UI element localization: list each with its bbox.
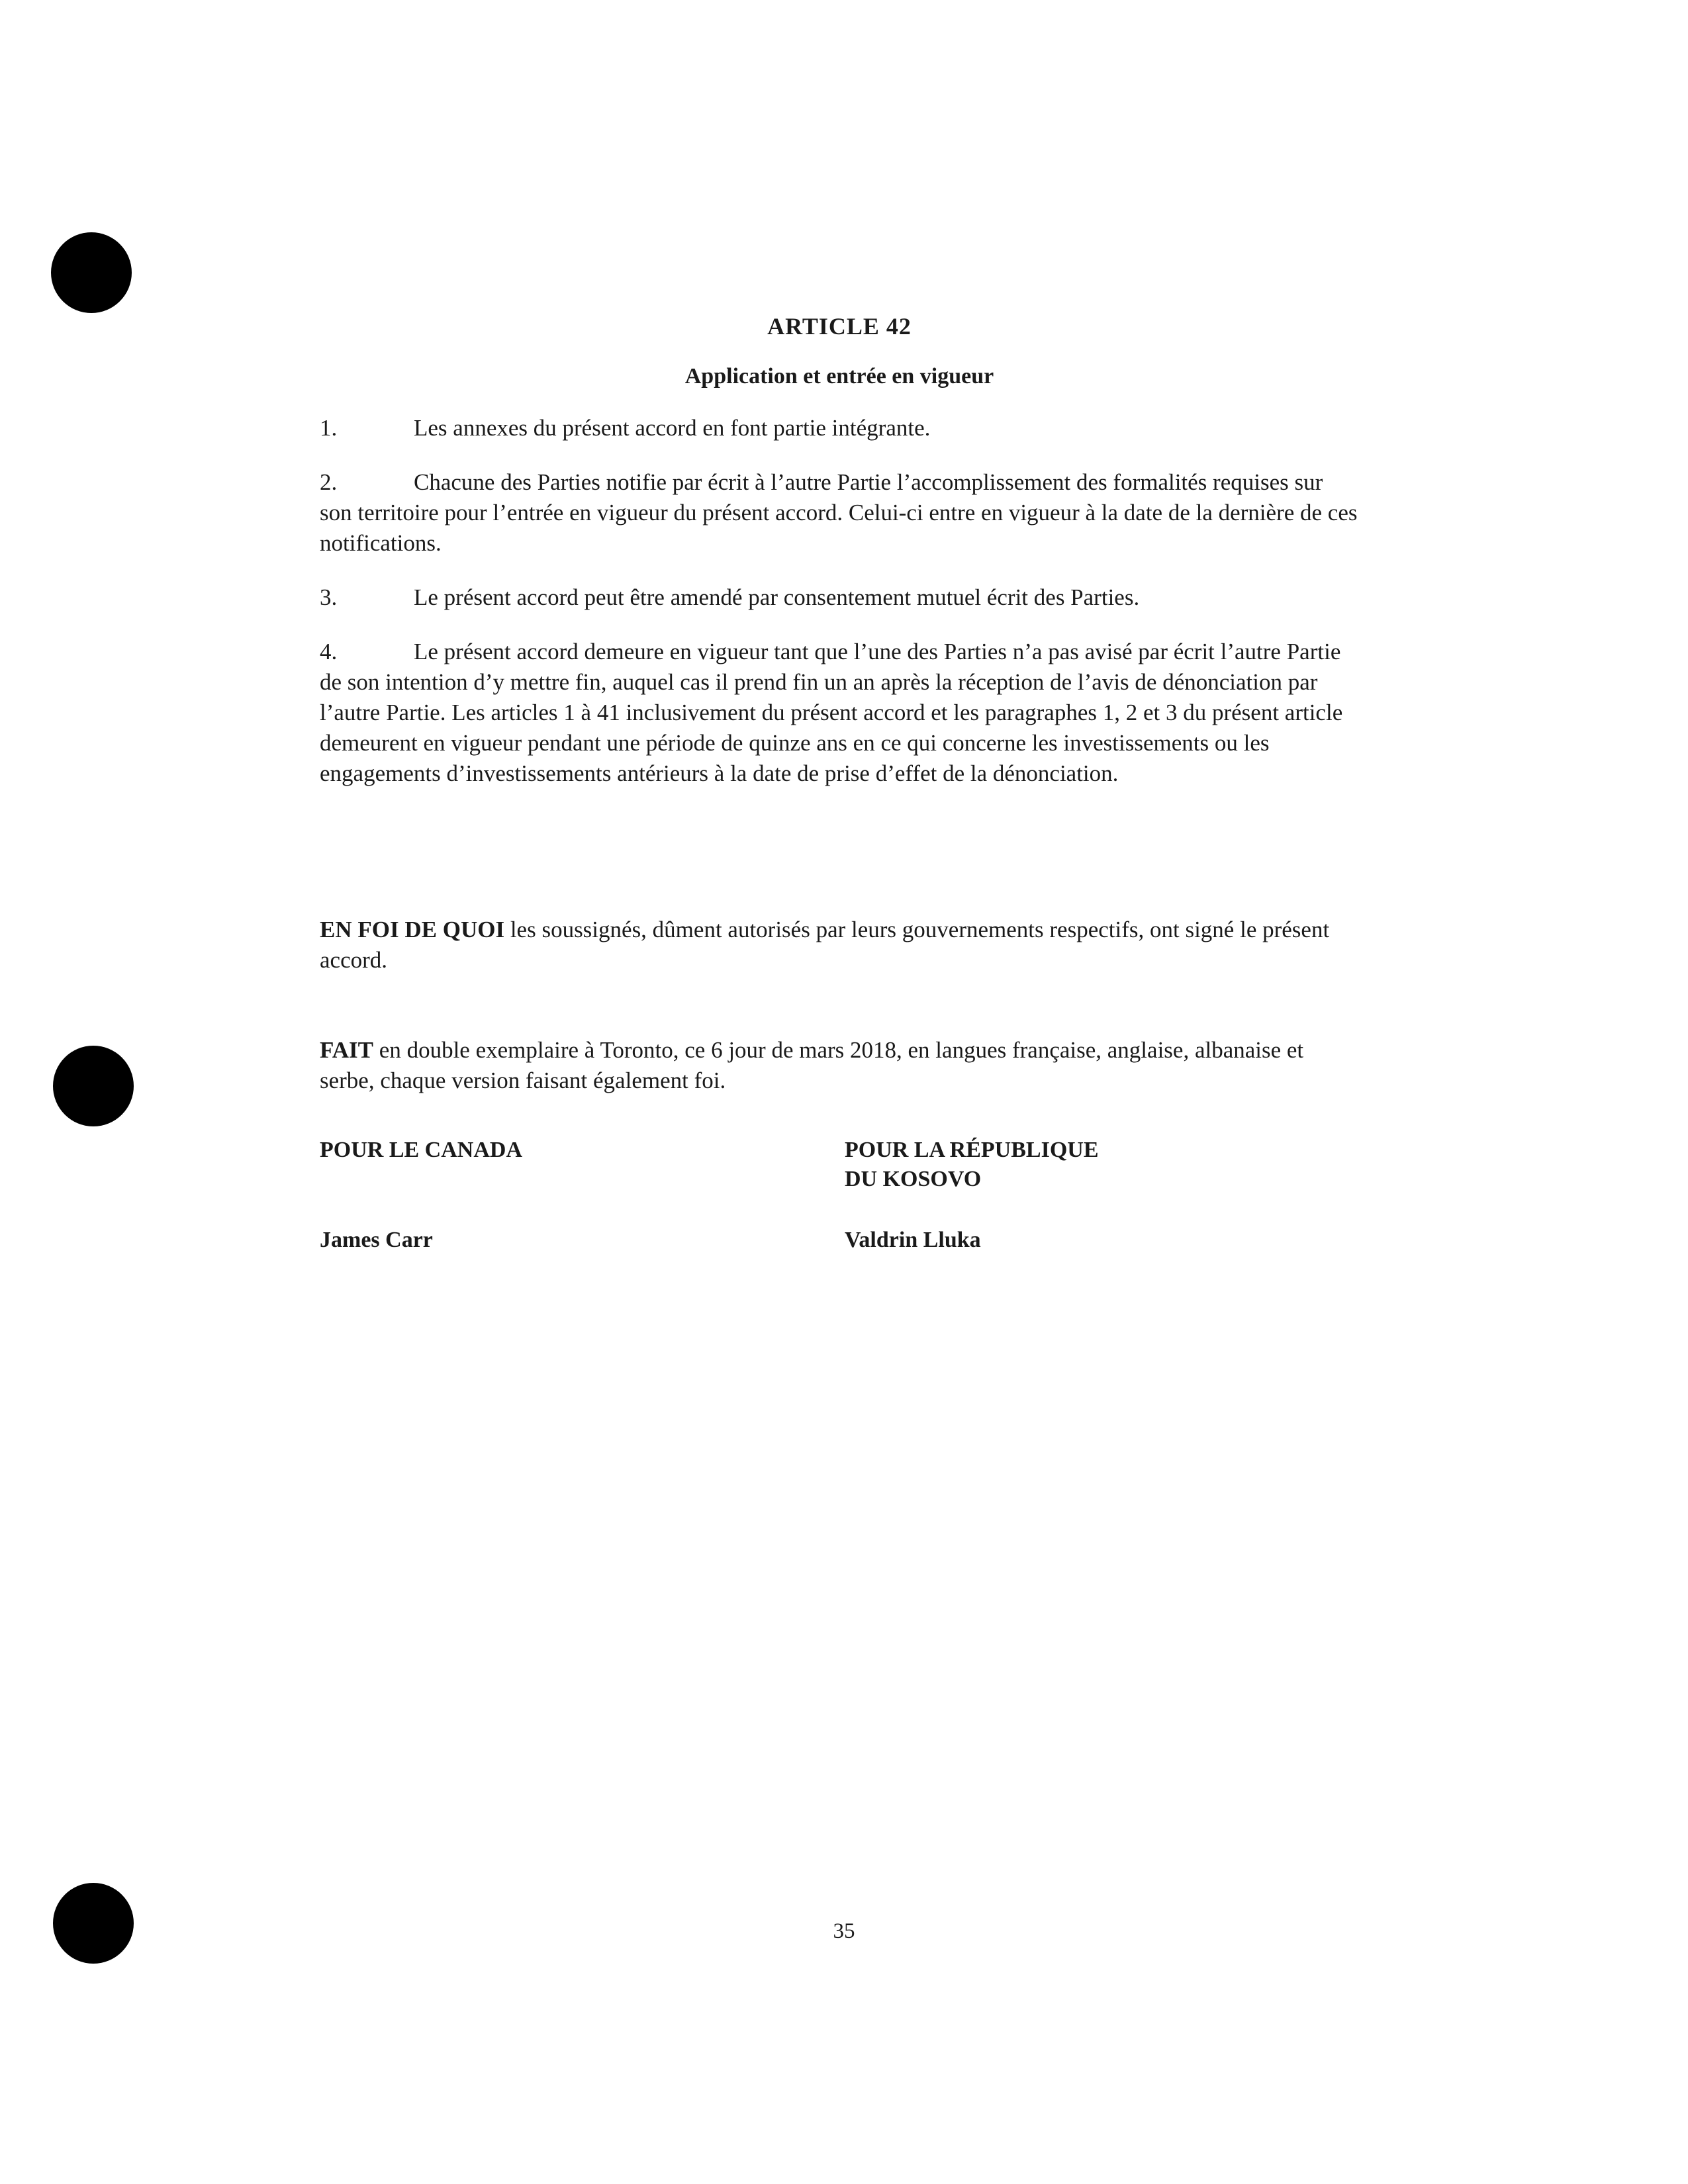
paragraph-text: Le présent accord demeure en vigueur tant que l’une des Parties n’a pas avisé par écrit l’autre Partie de son intention d’y mettre fin, auquel cas il prend fin un an après la réception de l’avis de dénonciation par l’autre Partie. Les articles 1 à 41 inclusivement du présent accord et les paragraphes 1, 2 et 3 du présent article demeurent en vigueur pendant une période de quinze ans en ce qui concerne les investissements ou les engagements d’investissements antérieurs à la date de prise d’effet de la dénonciation. bbox=[320, 639, 1343, 786]
signatory-name: Valdrin Lluka bbox=[845, 1228, 981, 1252]
paragraph-number: 1. bbox=[320, 415, 338, 441]
signatory-name: James Carr bbox=[320, 1228, 433, 1252]
paragraph-3 bbox=[320, 582, 1359, 613]
signature-block bbox=[320, 1136, 1359, 1281]
paragraph-4 bbox=[320, 637, 1359, 789]
paragraph-number: 3. bbox=[320, 584, 338, 610]
paragraph-text: Les annexes du présent accord en font partie intégrante. bbox=[414, 415, 931, 441]
paragraph-number: 4. bbox=[320, 639, 338, 664]
paragraph-text: Chacune des Parties notifie par écrit à l’autre Partie l’accomplissement des formalités requises sur son territoire pour l’entrée en vigueur du présent accord. Celui-ci entre en vigueur à la date de la dernière de ces notifications. bbox=[320, 469, 1358, 556]
punch-hole bbox=[51, 232, 132, 313]
article-title: ARTICLE 42 bbox=[767, 313, 912, 340]
signature-kosovo bbox=[845, 1136, 1099, 1255]
paragraph-number: 2. bbox=[320, 469, 338, 495]
paragraph-text: Le présent accord peut être amendé par consentement mutuel écrit des Parties. bbox=[414, 584, 1140, 610]
witness-lead: EN FOI DE QUOI bbox=[320, 917, 505, 942]
signatory-party-line1: POUR LA RÉPUBLIQUE bbox=[845, 1138, 1099, 1162]
done-lead: FAIT bbox=[320, 1037, 374, 1063]
paragraph-1 bbox=[320, 413, 1359, 443]
article-subtitle: Application et entrée en vigueur bbox=[684, 364, 994, 388]
witness-clause bbox=[320, 915, 1359, 976]
document-body bbox=[320, 311, 1359, 1281]
page-number: 35 bbox=[833, 1919, 855, 1943]
signature-canada bbox=[320, 1136, 522, 1255]
signatory-party-line2: DU KOSOVO bbox=[845, 1167, 982, 1191]
paragraph-2 bbox=[320, 467, 1359, 559]
signatory-party: POUR LE CANADA bbox=[320, 1138, 522, 1162]
punch-hole bbox=[53, 1046, 134, 1126]
witness-text: les soussignés, dûment autorisés par leurs gouvernements respectifs, ont signé le présent accord. bbox=[320, 917, 1330, 973]
done-text: en double exemplaire à Toronto, ce 6 jour de mars 2018, en langues française, anglaise, albanaise et serbe, chaque version faisant également foi. bbox=[320, 1037, 1304, 1093]
done-clause bbox=[320, 1035, 1359, 1096]
